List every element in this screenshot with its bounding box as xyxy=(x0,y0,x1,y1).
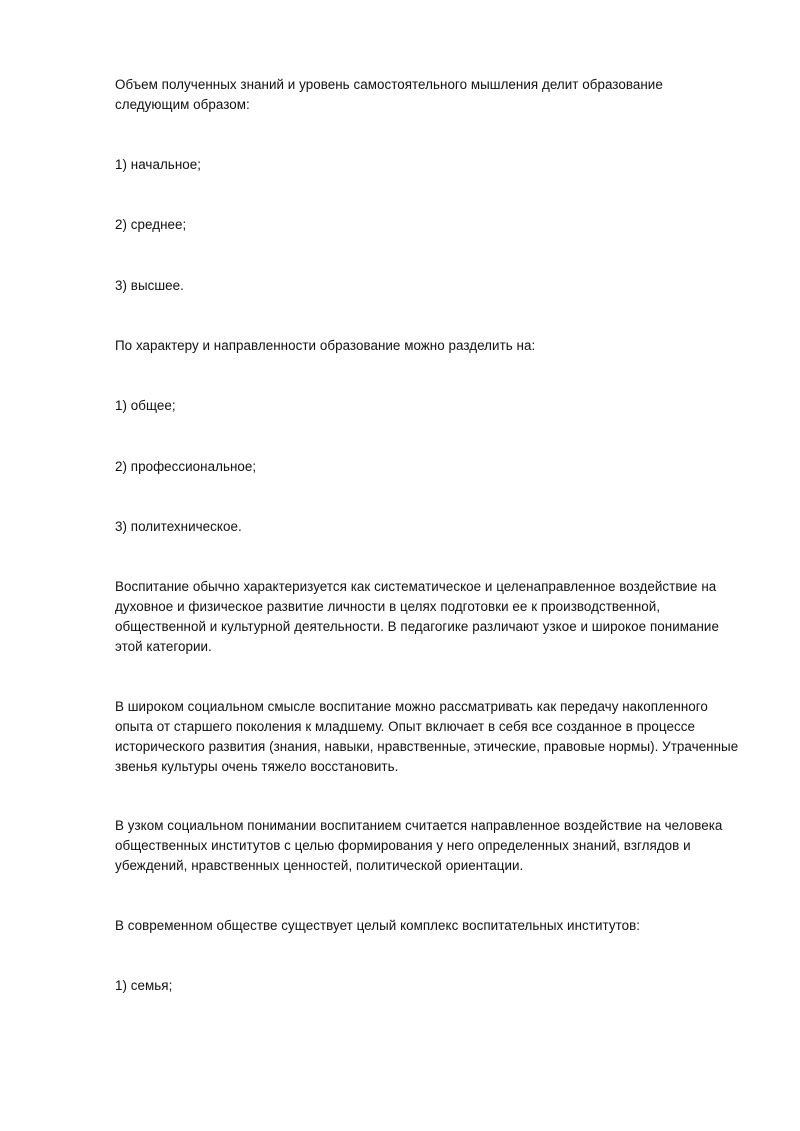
list-item-family: 1) семья; xyxy=(115,978,173,993)
paragraph-upbringing-definition: Воспитание обычно характеризуется как систематическое и целенаправленное воздействие на духовное и физическое развитие личности в целях подготовки ее к производственной, общественной и культурной деятельности. В педагогике различают узкое и широкое понимание этой категории. xyxy=(115,579,719,654)
paragraph-broad-sense: В широком социальном смысле воспитание можно рассматривать как передачу накопленного опыта от старшего поколения к младшему. Опыт включает в себя все созданное в процессе исторического развития (знания, навыки, нравственные, этические, правовые нормы). Утраченные звенья культуры очень тяжело восстановить. xyxy=(115,699,739,774)
list-item-primary: 1) начальное; xyxy=(115,157,202,172)
paragraph-institutions-intro: В современном обществе существует целый комплекс воспитательных институтов: xyxy=(115,918,641,933)
list-item-general: 1) общее; xyxy=(115,398,176,413)
list-item-polytechnic: 3) политехническое. xyxy=(115,519,242,534)
list-item-higher: 3) высшее. xyxy=(115,278,184,293)
paragraph-narrow-sense: В узком социальном понимании воспитанием считается направленное воздействие на человека общественных институтов с целью формирования у него определенных знаний, взглядов и убеждений, нравственных ценностей, политической ориентации. xyxy=(115,818,723,873)
paragraph-education-levels-intro: Объем полученных знаний и уровень самостоятельного мышления делит образование следующим образом: xyxy=(115,77,663,112)
paragraph-education-types-intro: По характеру и направленности образование можно разделить на: xyxy=(115,338,536,353)
list-item-professional: 2) профессиональное; xyxy=(115,459,257,474)
list-item-secondary: 2) среднее; xyxy=(115,217,187,232)
